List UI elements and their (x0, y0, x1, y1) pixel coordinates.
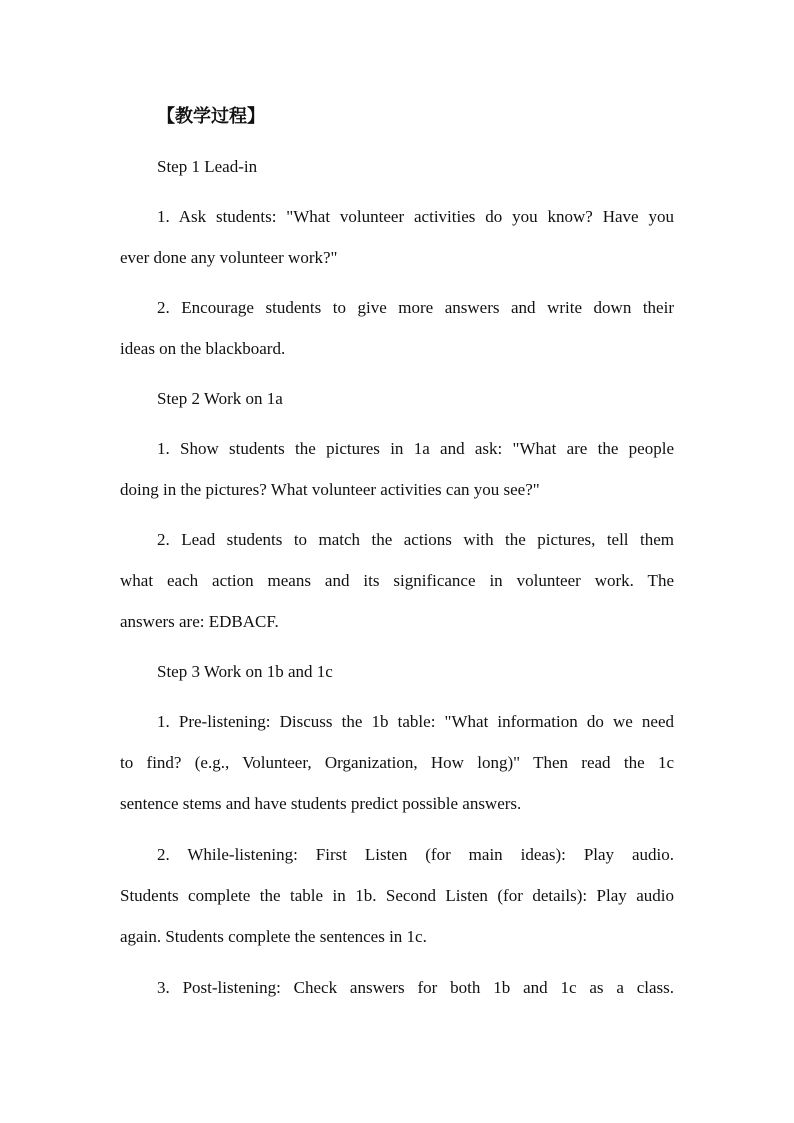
paragraph-line: ever done any volunteer work?" (120, 248, 338, 267)
paragraph-line: ideas on the blackboard. (120, 339, 286, 358)
step-1-title: Step 1 Lead-in (157, 157, 258, 176)
paragraph-line: answers are: EDBACF. (120, 612, 279, 631)
paragraph-line: 1. Show students the pictures in 1a and ask: "What are the people (157, 439, 674, 458)
paragraph-line: 2. Lead students to match the actions with the pictures, tell them (157, 530, 674, 549)
section-heading: 【教学过程】 (157, 106, 265, 127)
paragraph-line: 2. While-listening: First Listen (for main ideas): Play audio. (157, 845, 674, 864)
paragraph-line: 3. Post-listening: Check answers for both 1b and 1c as a class. (157, 978, 674, 997)
step-3-title: Step 3 Work on 1b and 1c (157, 662, 333, 681)
paragraph-line: 2. Encourage students to give more answers and write down their (157, 298, 674, 317)
paragraph-line: 1. Ask students: "What volunteer activities do you know? Have you (157, 207, 674, 226)
paragraph-line: again. Students complete the sentences in 1c. (120, 927, 427, 946)
paragraph-line: sentence stems and have students predict possible answers. (120, 794, 522, 813)
paragraph-line: Students complete the table in 1b. Second Listen (for details): Play audio (120, 886, 674, 905)
step-2-title: Step 2 Work on 1a (157, 389, 283, 408)
paragraph-line: 1. Pre-listening: Discuss the 1b table: "What information do we need (157, 712, 674, 731)
paragraph-line: to find? (e.g., Volunteer, Organization, How long)" Then read the 1c (120, 753, 674, 772)
paragraph-line: what each action means and its significance in volunteer work. The (120, 571, 674, 590)
paragraph-line: doing in the pictures? What volunteer activities can you see?" (120, 480, 540, 499)
